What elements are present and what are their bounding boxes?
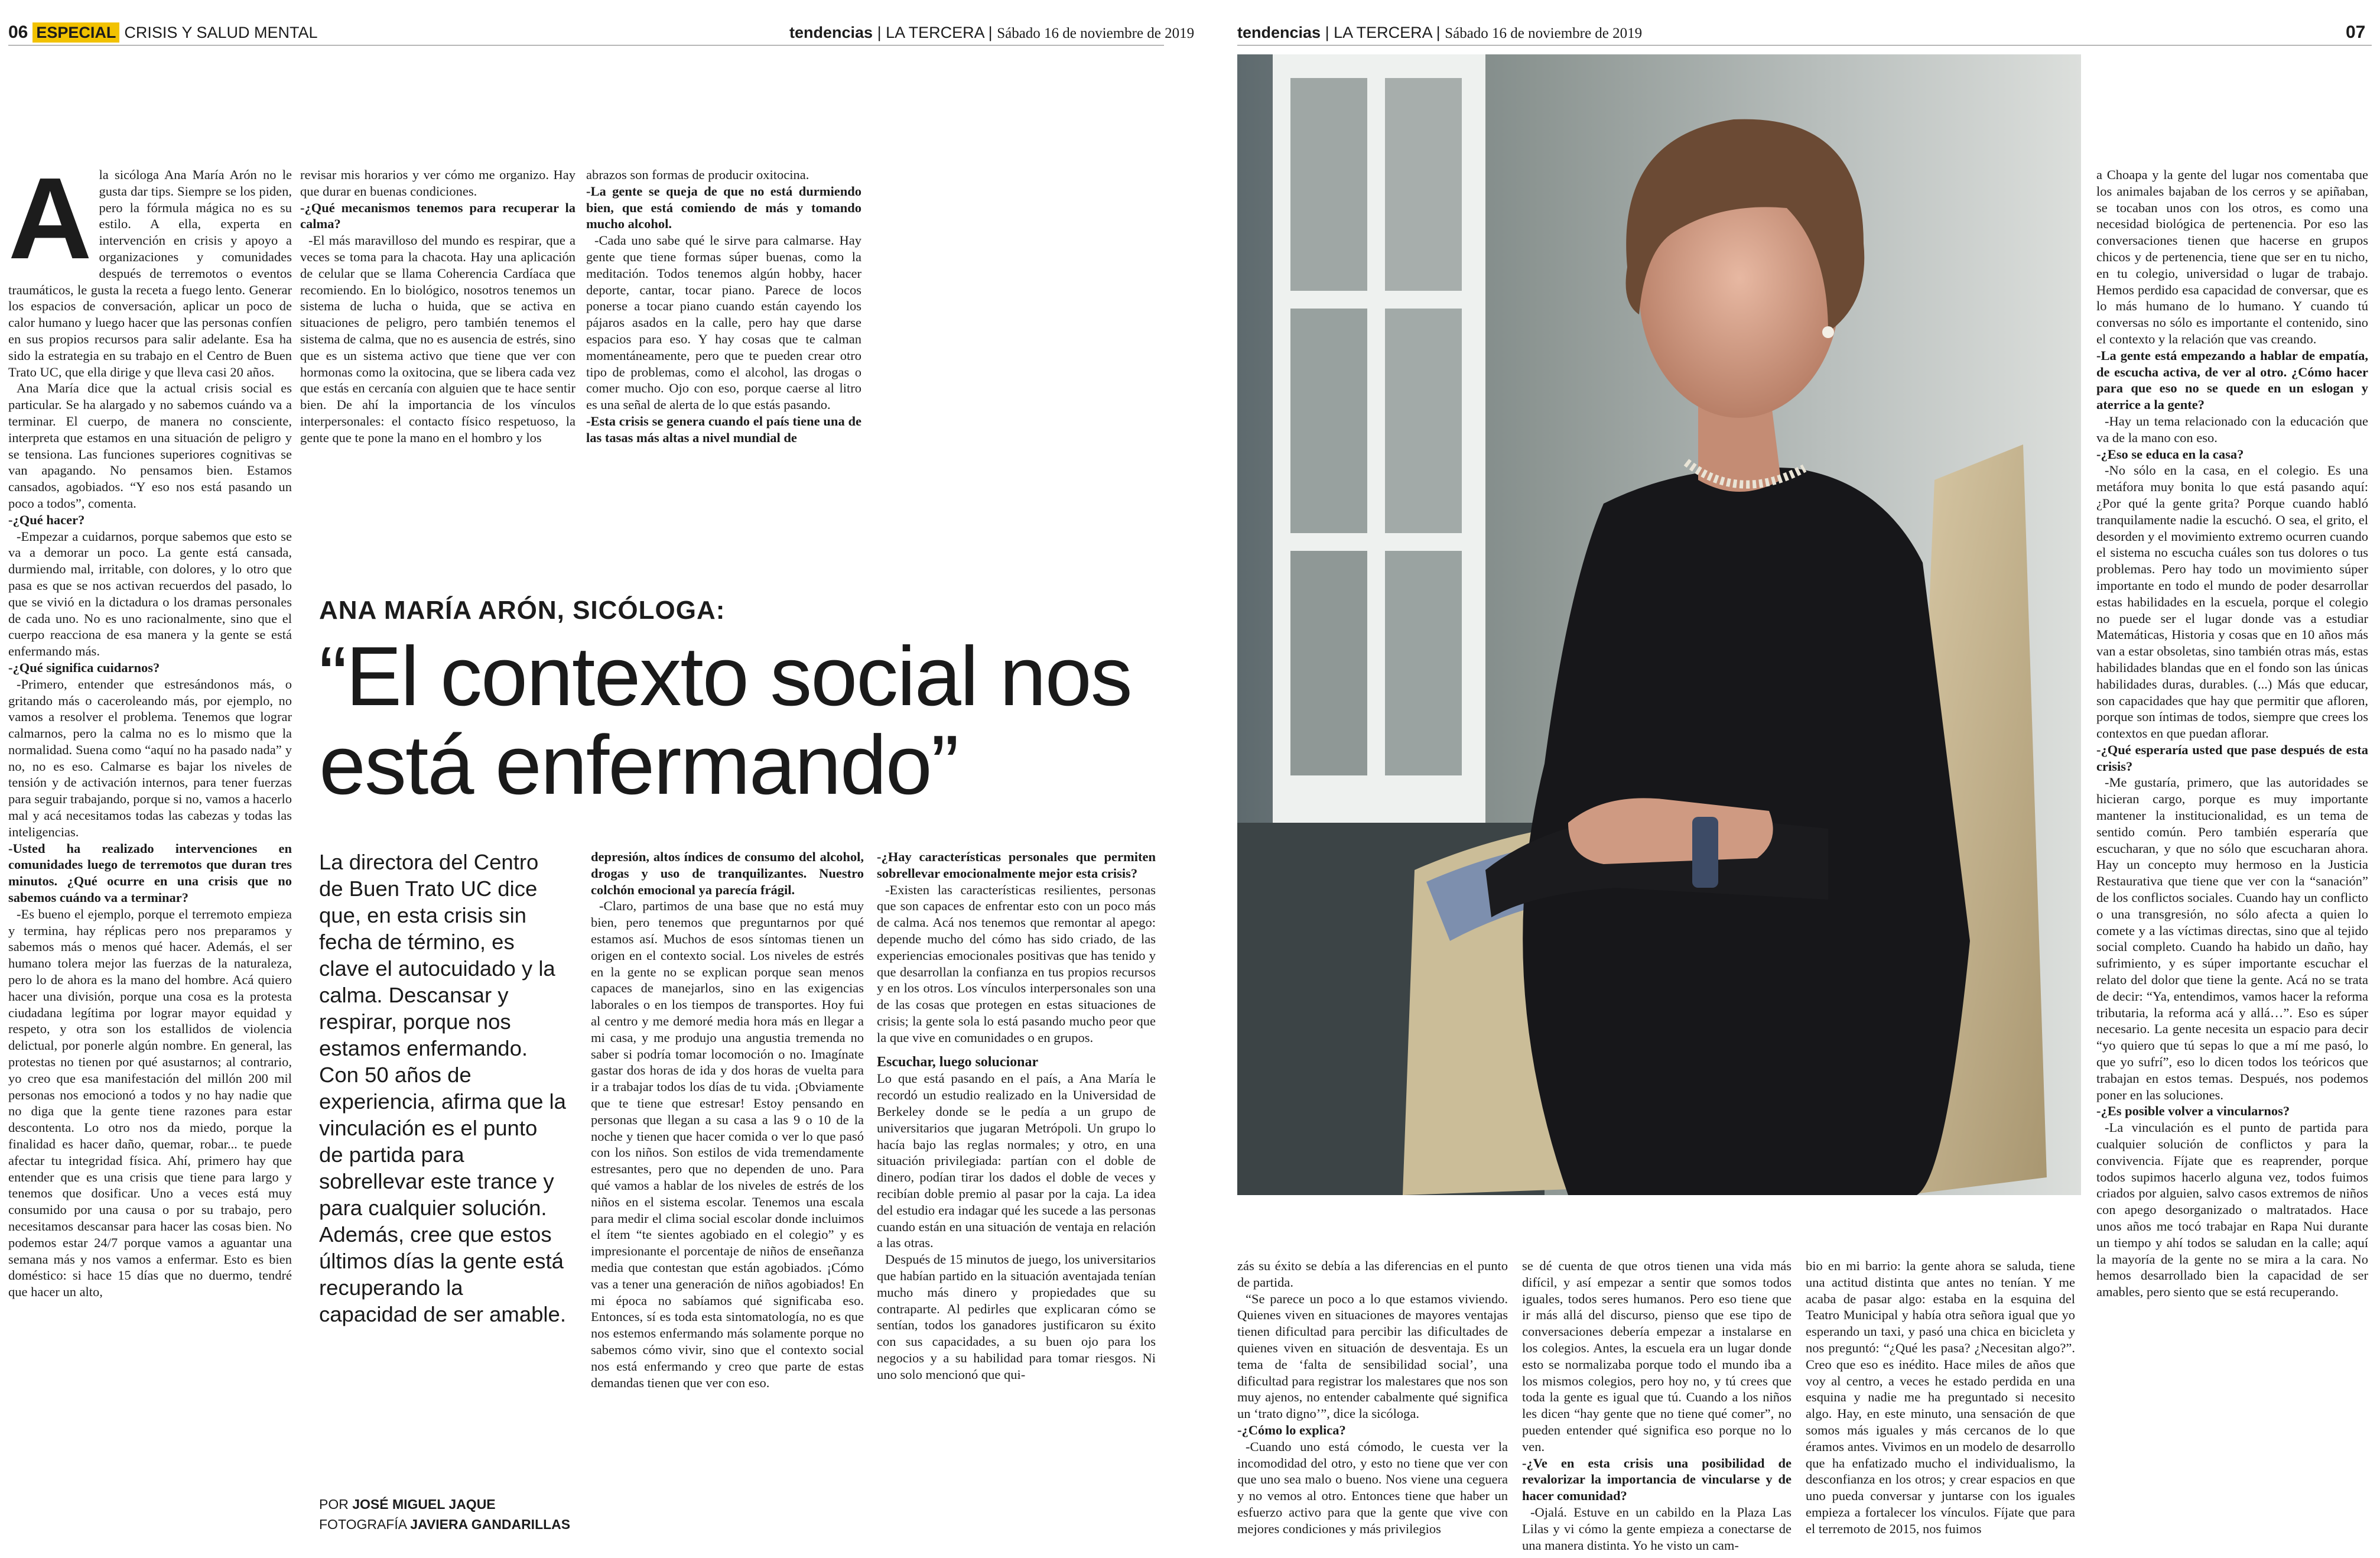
paragraph: -Cuando uno está cómodo, le cuesta ver la incomodidad del otro, y esto no tiene que ver con que uno sea malo o bueno. Nos viene una ceguera y no vemos al otro. Entonces tiene que haber un esfuerzo activo para que la gente que vive con mejores condiciones y más privilegios xyxy=(1237,1439,1508,1536)
paragraph: -Me gustaría, primero, que las autoridades se hicieran cargo, porque es muy importante mantener la institucionalidad, es un tema de sentido común. Pero también esperaría que escucharan, y que no sólo que escucharan ahora. Hay un concepto muy hermoso en la Justicia Restaurativa que tiene que ver con la “sanación” de los conflictos sociales. Cuando hay un conflicto o una transgresión, no sólo afecta a quien lo comete y a las víctimas directas, sino que al tejido social completo. Cuando ha habido un daño, hay sufrimiento, y es súper importante escuchar el relato del dolor que tiene la gente. Acá no se trata de decir: “Ya, entendimos, vamos hacer la reforma tributaria, la reforma acá y allá…”. Eso es súper necesario. La gente necesita un espacio para decir “yo quiero que tú sepas lo que a mí me pasó, lo que yo sufrí”, eso lo dicen todos los teóricos que trabajan en estos temas. Después, nos podemos poner en las soluciones. xyxy=(2096,775,2368,1102)
paragraph: Lo que está pasando en el país, a Ana María le recordó un estudio realizado en la Universidad de Berkeley donde se le pedía a un grupo de universitarios que jugaran Metrópoli. Un grupo lo hacía bajo las reglas normales; y otro, en una situación privilegiada: partían con el doble de dinero, podían tirar los dados el doble de veces y recibían doble premio al pasar por la caja. La idea del estudio era indagar qué les sucede a las personas cuando están en una situación de ventaja en relación a las otras. xyxy=(877,1071,1156,1251)
question: -¿Qué significa cuidarnos? xyxy=(8,660,160,675)
brand: tendencias xyxy=(1237,24,1321,41)
paragraph: -Empezar a cuidarnos, porque sabemos que esto se va a demorar un poco. La gente está cansada, durmiendo mal, irritable, con dolores, y lo otro que pasa es que se nos activan recuerdos del pasado, lo que se vivió en la dictadura o los dramas personales de cada uno. No es uno racionalmente, sino que el cuerpo reacciona de esa manera y la gente se está enfermando más. xyxy=(8,528,292,659)
paragraph: “Se parece un poco a lo que estamos viviendo. Quienes viven en situaciones de mayores ventajas tienen dificultad para percibir las dificultades de quienes viven en situación de desventaja. Es un tema de ‘falta de sensibilidad social’, una dificultad para registrar los malestares que nos son muy ajenos, no entender cabalmente qué significa un ‘trato digno’”, dice la sicóloga. xyxy=(1237,1291,1508,1421)
subheading: Escuchar, luego solucionar xyxy=(877,1054,1039,1070)
question: -¿Qué hacer? xyxy=(8,512,85,527)
portrait-illustration xyxy=(1237,54,2081,1195)
question: -¿Cómo lo explica? xyxy=(1237,1422,1346,1437)
paragraph: se dé cuenta de que otros tienen una vida más difícil, y así empezar a sentir que somos todos iguales, todos seres humanos. Pero eso tiene que ir más allá del discurso, pienso que ese tipo de conversaciones debería empezar a instalarse en los colegios. Antes, la escuela era un lugar donde esto se normalizaba porque todo el mundo iba a los mismos colegios, pero hoy no, y tú crees que toda la gente es igual que tú. Cuando a los niños les dicen “hay gente que no tiene qué comer”, no pueden entender qué significa eso porque no lo ven. xyxy=(1522,1258,1791,1454)
special-tag: ESPECIAL xyxy=(32,22,119,43)
page-number: 07 xyxy=(2346,22,2366,42)
page-number: 06 xyxy=(8,22,28,42)
question: -Usted ha realizado intervenciones en comunidades luego de terremotos que duran tres minutos. ¿Qué ocurre en una crisis que no sabemos cuándo va a terminar? xyxy=(8,840,292,905)
column-5 xyxy=(877,849,1156,1556)
right-folio xyxy=(2346,18,2365,47)
byline-name: JOSÉ MIGUEL JAQUE xyxy=(352,1497,496,1512)
paragraph: -Hay un tema relacionado con la educación que va de la mano con eso. xyxy=(2096,413,2368,445)
column-r4 xyxy=(2096,167,2368,1553)
photo-credit: JAVIERA GANDARILLAS xyxy=(410,1517,571,1532)
paragraph: -Cada uno sabe qué le sirve para calmarse. Hay gente que tiene formas súper buenas, como la meditación. Todos tenemos algún hobby, hacer deporte, cantar, tocar piano. Parece de locos ponerse a tocar piano cuando están cayendo los pájaros asados en la calle, pero hay que darse espacios para eso. Y hay cosas que te calman momentáneamente, pero que te pueden crear otro tipo de problemas, como el alcohol, las drogas o comer mucho. Ojo con eso, porque caerse al litro es una señal de alerta de lo que estás pasando. xyxy=(586,233,861,413)
paragraph: -No sólo en la casa, en el colegio. Es una metáfora muy bonita lo que está pasando aquí: ¿Por qué la gente grita? Porque cuando habló tranquilamente nadie la escuchó. O sea, el grito, el desorden y el movimiento extremo ocurren cuando el sistema no escucha cuáles son tus dolores o tus problemas. Pero hay todo un movimiento súper importante en todo el mundo de poder desarrollar estas habilidades en la escuela, porque el colegio no puede ser el lugar donde vas a estudiar Matemáticas, Historia y cosas que en 10 años más van a estar obsoletas, sino también otras más, estas habilidades blandas que en el fondo son las únicas habilidades duras, durables. (...) Más que educar, son capacidades que hay que permitir que afloren, porque son íntimas de todos, siempre que crees los contextos en que puedan aflorar. xyxy=(2096,463,2368,741)
byline-label: POR xyxy=(319,1497,349,1512)
question: -Esta crisis se genera cuando el país tiene una de las tasas más altas a nivel mundial de xyxy=(586,413,861,445)
paragraph: -Claro, partimos de una base que no está muy bien, pero tenemos que preguntarnos por qué estamos así. Muchos de esos síntomas tienen un origen en el contexto social. Los niveles de estrés en la gente no se explican porque sean menos capaces de manejarlos, sino en las exigencias laborales o en los tiempos de transportes. Hoy fui al centro y me demoré media hora más en llegar a mi casa, y me produjo una angustia tremenda no saber si podría tomar locomoción o no. Imagínate gastar dos horas de ida y dos horas de vuelta para ir a trabajar todos los días de tu vida. ¡Obviamente que te tiene que estresar! Estoy pensando en personas que llegan a su casa a las 9 o 10 de la noche y tienen que hacer comida o ver lo que pasó con los niños. Son estilos de vida tremendamente estresantes, pero que no dependen de uno. Para qué vamos a hablar de los niveles de estrés de los niños en el sistema escolar. Tenemos una escala para medir el clima social escolar donde incluimos el ítem “te sientes agobiado en el colegio” y es impresionante el porcentaje de niños de enseñanza media que contestan que están agobiados. ¡Cómo vas a tener una generación de niños agobiados! En mi época no sabíamos qué significaba eso. Entonces, sí es toda esta sintomatología, no es que nos estemos enfermando más solamente porque no sabemos cómo vivir, sino que el contexto social nos está enfermando y creo que parte de estas demandas tienen que ver con eso. xyxy=(591,898,864,1390)
question: -¿Qué mecanismos tenemos para recuperar la calma? xyxy=(300,200,576,232)
paragraph: a Choapa y la gente del lugar nos comentaba que los animales bajaban de los cerros y se apiñaban, se tocaban unos con los otros, es como una necesidad biológica de pertenencia. Por eso las conversaciones tienen que hacerse en grupos chicos y de pertenencia, tiene que ser en tu nicho, en tu colegio, universidad o lugar de trabajo. Hemos perdido esa capacidad de conversar, que es lo más humano de lo humano. Y cuando tú conversas no sólo es importante el contenido, sino el contexto y la relación que vas creando. xyxy=(2096,167,2368,346)
paragraph: bio en mi barrio: la gente ahora se saluda, tiene una actitud distinta que antes no tenían. Y me acaba de pasar algo: estaba en la esquina del Teatro Municipal y había otra señora igual que yo esperando un taxi, y pasó una chica en bicicleta y nos preguntó: “¿Qué les pasa? ¿Necesitan algo?”. Creo que eso es inédito. Hace miles de años que voy al centro, a veces he estado perdida en una esquina y nadie me ha preguntado si necesito algo. Hay, en este minuto, una sensación de que somos más iguales y más cercanos de lo que éramos antes. Vivimos en un modelo de desarrollo que ha enfatizado mucho el individualismo, la desconfianza en los otros; y crear espacios en que uno pueda conversar y juntarse con los iguales empieza a fortalecer los vínculos. Fíjate que para el terremoto de 2015, nos fuimos xyxy=(1806,1258,2075,1536)
column-1 xyxy=(8,167,292,1550)
article-kicker: ANA MARÍA ARÓN, SICÓLOGA: xyxy=(319,596,726,625)
question: -¿Hay características personales que permiten sobrellevar emocionalmente mejor esta crisis? xyxy=(877,849,1156,881)
paragraph: la sicóloga Ana María Arón no le gusta dar tips. Siempre se los piden, pero la fórmula mágica no es su estilo. A ella, experta en intervención en crisis y apoyo a organizaciones y comunidades después de terremotos o eventos traumáticos, le gusta la receta a fuego lento. Generar los espacios de conversación, aplicar un poco de calor humano y luego hacer que las personas confíen en sus propios recursos para salir adelante. Esa ha sido la estrategia en su trabajo en el Centro de Buen Trato UC, que ella dirige y que lleva casi 20 años. xyxy=(8,167,292,379)
paragraph: zás su éxito se debía a las diferencias en el punto de partida. xyxy=(1237,1258,1508,1290)
question: -La gente está empezando a hablar de empatía, de escucha activa, de ver al otro. ¿Cómo hacer para que eso no se quede en un eslogan y aterrice a la gente? xyxy=(2096,348,2368,413)
column-2 xyxy=(300,167,576,504)
column-3 xyxy=(586,167,861,504)
question: -¿Qué esperaría usted que pase después de esta crisis? xyxy=(2096,742,2368,774)
section-name: CRISIS Y SALUD MENTAL xyxy=(124,24,318,41)
paragraph: -El más maravilloso del mundo es respirar, que a veces se toma para la chacota. Hay una aplicación de celular que se llama Coherencia Cardíaca que recomiendo. En lo biológico, nosotros tenemos un sistema de lucha o huida, que se activa en situaciones de peligro, pero también tenemos el sistema de calma, que no es ausencia de estrés, sino que es un sistema activo que tiene que ver con hormonas como la oxitocina, que se libera cada vez que estás en cercanía con alguien que te hace sentir bien. De ahí la importancia de los vínculos interpersonales: el contacto físico respetuoso, la gente que te pone la mano en el hombro y los xyxy=(300,233,576,445)
masthead: LA TERCERA xyxy=(1334,24,1432,41)
left-folio xyxy=(8,18,318,47)
date: Sábado 16 de noviembre de 2019 xyxy=(997,25,1195,41)
portrait-photo xyxy=(1237,54,2081,1195)
paragraph: -Ojalá. Estuve en un cabildo en la Plaza Las Lilas y vi cómo la gente empieza a conectarse de una manera distinta. Yo he visto un cam- xyxy=(1522,1504,1791,1553)
question: -¿Ve en esta crisis una posibilidad de revalorizar la importancia de vincularse y de hacer comunidad? xyxy=(1522,1455,1791,1504)
article-deck: La directora del Centro de Buen Trato UC dice que, en esta crisis sin fecha de término, es clave el autocuidado y la calma. Descansar y respirar, porque nos estamos enfermando. Con 50 años de experiencia, afirma que la vinculación es el punto de partida para sobrellevar este trance y para cualquier solución. Además, cree que estos últimos días la gente está recuperando la capacidad de ser amable. xyxy=(319,850,566,1326)
byline xyxy=(319,1494,570,1534)
masthead: LA TERCERA xyxy=(886,24,984,41)
paragraph: -Existen las características resilientes, personas que son capaces de enfrentar esto con un poco más de calma. Acá nos tenemos que remontar al apego: depende mucho del cómo has sido criado, de las experiencias emocionales positivas que has tenido y que desarrollan la confianza en tus propios recursos y en los otros. Los vínculos interpersonales son una de las cosas que protegen en estas situaciones de crisis; la gente sola lo está pasando mucho peor que la que vive en comunidades o en grupos. xyxy=(877,882,1156,1045)
top-rule xyxy=(1237,45,2372,46)
drop-cap: A xyxy=(8,167,92,283)
brand: tendencias xyxy=(789,24,873,41)
question: -¿Eso se educa en la casa? xyxy=(2096,446,2244,462)
paragraph: Después de 15 minutos de juego, los universitarios que habían partido en la situación aventajada tenían mucho más dinero y propiedades que su contraparte. Al pedirles que explicaran cómo se sentían, todos los ganadores justificaron su éxito con sus capacidades, a su buen ojo para los negocios y a su habilidad para tomar riesgos. Ni uno solo mencionó que qui- xyxy=(877,1252,1156,1382)
paragraph: Ana María dice que la actual crisis social es particular. Se ha alargado y no sabemos cuándo va a terminar. El cuerpo, de manera no consciente, interpreta que estamos en una situación de peligro y se tensiona. Las funciones superiores cognitivas se van apagando. No pensamos bien. Estamos cansados, agobiados. “Y eso nos está pasando un poco a todos”, comenta. xyxy=(8,381,292,511)
right-masthead: tendencias | LA TERCERA | Sábado 16 de noviembre de 2019 xyxy=(1237,24,1643,41)
question: -¿Es posible volver a vincularnos? xyxy=(2096,1103,2290,1119)
column-r3 xyxy=(1806,1258,2075,1553)
column-r1 xyxy=(1237,1258,1508,1553)
paragraph: -Primero, entender que estresándonos más, o gritando más o caceroleando más, por ejemplo, no vamos a resolver el problema. Tenemos que lograr calmarnos, pero la calma no es lo mismo que la normalidad. Suena como “aquí no ha pasado nada” y no, no es eso. Calmarse es bajar los niveles de tensión y de activación internos, para tener fuerzas para seguir trabajando, porque si no, vamos a hacerlo mal y acá necesitamos todas las cabezas y todas las inteligencias. xyxy=(8,676,292,839)
question: depresión, altos índices de consumo del alcohol, drogas y uso de tranquilizantes. Nuestro colchón emocional ya parecía frágil. xyxy=(591,849,864,897)
date: Sábado 16 de noviembre de 2019 xyxy=(1445,25,1643,41)
article-headline: “El contexto social nos está enfermando” xyxy=(319,629,1132,812)
column-4 xyxy=(591,849,864,1556)
paragraph: revisar mis horarios y ver cómo me organizo. Hay que durar en buenas condiciones. xyxy=(300,167,576,199)
paragraph: -La vinculación es el punto de partida para cualquier solución de conflictos y para la convivencia. Fíjate que es reaprender, porque todos supimos hacerlo alguna vez, todos fuimos criados por alguien, salvo casos extremos de niños con apego desorganizado o maltratados. Hace unos años me tocó trabajar en Rapa Nui durante un tiempo y ahí todos se saludan en la calle; aquí la mayoría de la gente no se mira a la cara. No hemos desarrollado bien la capacidad de ser amables, pero siento que se está recuperando. xyxy=(2096,1120,2368,1300)
column-r2 xyxy=(1522,1258,1791,1553)
top-rule xyxy=(8,45,1164,46)
question: -La gente se queja de que no está durmiendo bien, que está comiendo de más y tomando mucho alcohol. xyxy=(586,183,861,232)
photo-label: FOTOGRAFÍA xyxy=(319,1517,407,1532)
paragraph: -Es bueno el ejemplo, porque el terremoto empieza y termina, hay réplicas pero nos preparamos y sabemos más o menos qué hacer. Además, el ser humano tolera mejor las fuerzas de la naturaleza, pero lo de ahora es la mano del hombre. Acá quiero hacer una división, porque una cosa es la protesta ciudadana legítima por lograr mayor equidad y respeto, y otra son los estallidos de violencia delictual, por ponerle algún nombre. En general, las protestas no tienen por qué asustarnos; al contrario, yo creo que esa manifestación del millón 200 mil personas nos emocionó a todos y no hay nadie que no diga que la gente tiene razones para estar descontenta. Lo otro nos da miedo, porque la finalidad es hacer daño, quemar, robar... te puede afectar tu integridad física. Ahí, primero hay que entender que es una crisis que tiene para largo y tenemos que dosificar. Uno a veces está muy consumido por una causa o por su trabajo, pero necesitamos descansar para hacer las cosas bien. No podemos estar 24/7 porque vamos a aguantar una semana más y nos vamos a enfermar. Esto es bien doméstico: si hace 15 días que no duermo, tendré que hacer un alto, xyxy=(8,906,292,1300)
left-masthead: tendencias | LA TERCERA | Sábado 16 de noviembre de 2019 xyxy=(789,24,1195,41)
paragraph: abrazos son formas de producir oxitocina. xyxy=(586,167,809,182)
